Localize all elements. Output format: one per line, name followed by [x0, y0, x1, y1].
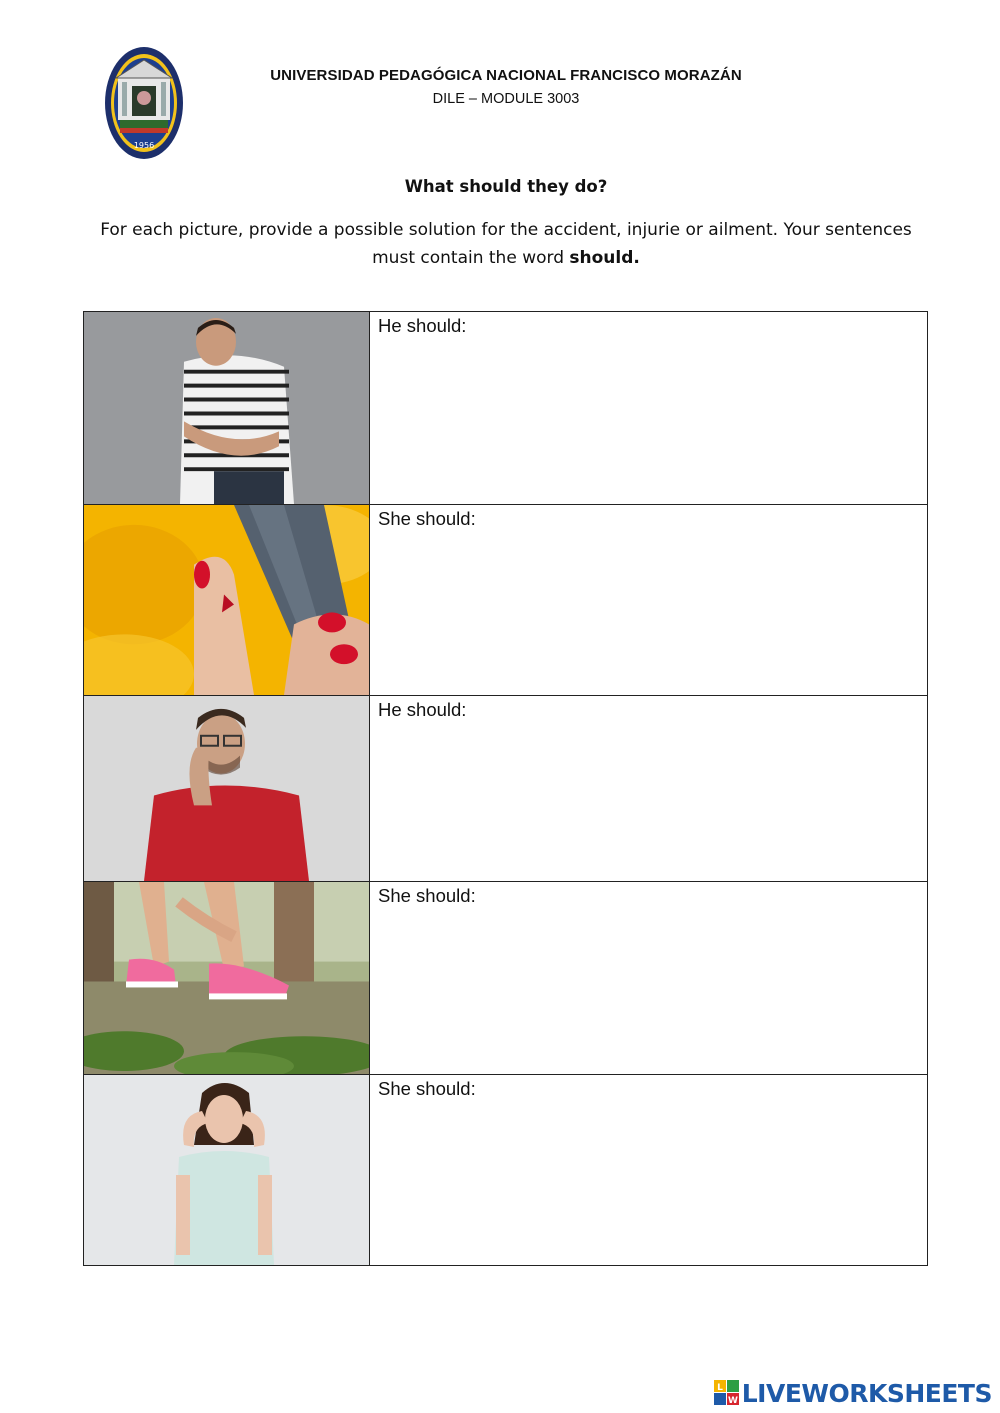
svg-text:L: L — [716, 1383, 723, 1393]
exercise-row — [84, 312, 927, 505]
row-prompt: She should: — [378, 508, 476, 529]
man-stomachache-photo — [84, 312, 370, 504]
svg-text:W: W — [727, 1396, 738, 1406]
svg-text:1956: 1956 — [133, 141, 155, 150]
row-prompt: She should: — [378, 1078, 476, 1099]
answer-input[interactable] — [378, 912, 919, 1066]
activity-title: What should they do? — [404, 177, 608, 196]
exercise-row — [84, 505, 927, 696]
liveworksheets-brand: LIVEWORKSHEETS — [741, 1378, 992, 1408]
liveworksheets-mark-icon — [714, 1380, 740, 1406]
row-prompt: He should: — [378, 699, 467, 720]
answer-cell — [370, 312, 927, 504]
activity-instructions — [100, 216, 912, 272]
university-seal-logo — [104, 46, 184, 160]
woman-headache-photo — [84, 1075, 370, 1265]
answer-input[interactable] — [378, 1105, 919, 1257]
row-prompt: She should: — [378, 885, 476, 906]
row-prompt: He should: — [378, 315, 467, 336]
exercise-table — [83, 311, 928, 1266]
instructions-keyword: should. — [569, 248, 640, 268]
liveworksheets-logo[interactable] — [714, 1376, 992, 1410]
exercise-row — [84, 882, 927, 1075]
answer-cell — [370, 882, 927, 1074]
sprained-ankle-photo — [84, 882, 370, 1074]
answer-input[interactable] — [378, 726, 919, 873]
exercise-row — [84, 1075, 927, 1265]
cut-finger-knife-photo — [84, 505, 370, 695]
answer-input[interactable] — [378, 342, 919, 496]
module-label: DILE – MODULE 3003 — [432, 91, 580, 107]
instructions-text: For each picture, provide a possible solution for the accident, injurie or ailment. Your sentences must contain the word — [100, 220, 912, 268]
answer-cell — [370, 696, 927, 881]
university-name: UNIVERSIDAD PEDAGÓGICA NACIONAL FRANCISCO MORAZÁN — [270, 67, 742, 84]
answer-cell — [370, 505, 927, 695]
answer-cell — [370, 1075, 927, 1265]
exercise-row — [84, 696, 927, 882]
answer-input[interactable] — [378, 535, 919, 687]
man-toothache-photo — [84, 696, 370, 881]
